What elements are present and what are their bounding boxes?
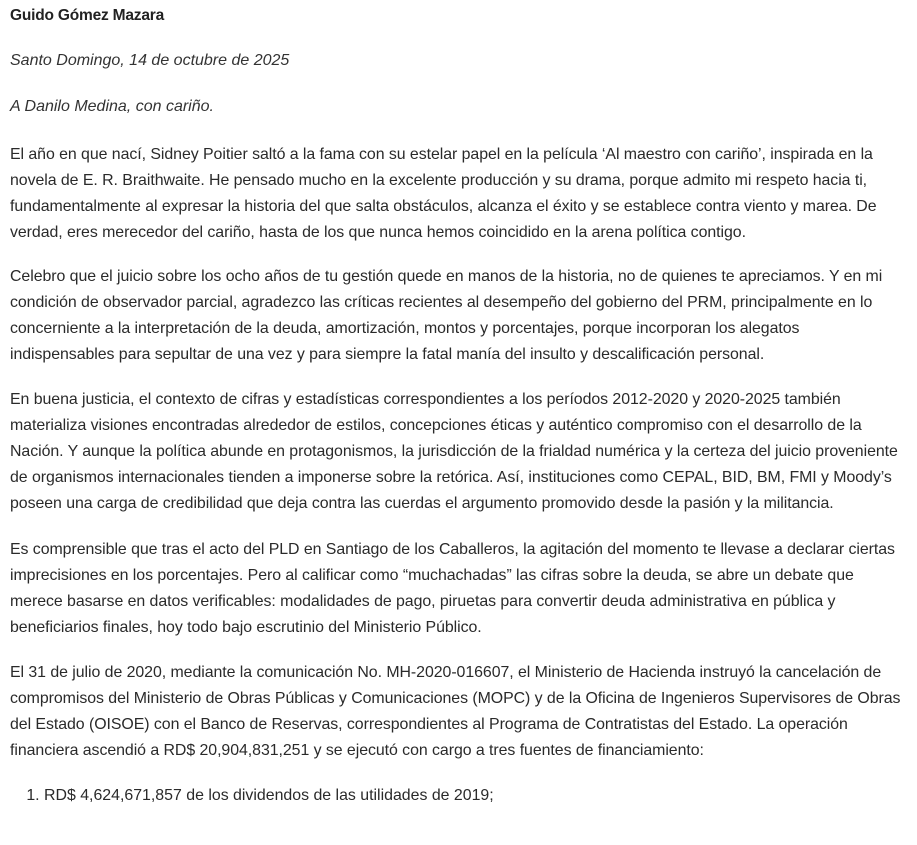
paragraph-5: El 31 de julio de 2020, mediante la comunicación No. MH-2020-016607, el Ministerio de Hacienda instruyó la cancelación de compromisos del Ministerio de Obras Públicas y Comunicaciones (MOPC) y de la Oficina de Ingenieros Supervisores de Obras del Estado (OISOE) con el Banco de Reservas, correspondientes al Programa de Contratistas del Estado. La operación financiera ascendió a RD$ 20,904,831,251 y se ejecutó con cargo a tres fuentes de financiamiento: — [10, 664, 901, 759]
dedication: A Danilo Medina, con cariño. — [10, 98, 214, 115]
author-name: Guido Gómez Mazara — [10, 7, 165, 24]
paragraph-2: Celebro que el juicio sobre los ocho años de tu gestión quede en manos de la historia, no de quienes te apreciamos. Y en mi condición de observador parcial, agradezco las críticas recientes al desempeño del gobierno del PRM, principalmente en lo concerniente a la interpretación de la deuda, amortización, montos y porcentajes, porque incorporan los alegatos indispensables para sepultar de una vez y para siempre la fatal manía del insulto y descalificación personal. — [10, 268, 883, 363]
paragraph-1: El año en que nací, Sidney Poitier saltó a la fama con su estelar papel en la película ‘Al maestro con cariño’, inspirada en la novela de E. R. Braithwaite. He pensado mucho en la excelente producción y su drama, porque admito mi respeto hacia ti, fundamentalmente al expresar la historia del que salta obstáculos, alcanza el éxito y se establece contra viento y marea. De verdad, eres merecedor del cariño, hasta de los que nunca hemos coincidido en la arena política contigo. — [10, 146, 877, 241]
dateline: Santo Domingo, 14 de octubre de 2025 — [10, 52, 290, 69]
paragraph-4: Es comprensible que tras el acto del PLD en Santiago de los Caballeros, la agitación del momento te llevase a declarar ciertas imprecisiones en los porcentajes. Pero al calificar como “muchachadas” las cifras sobre la deuda, se abre un debate que merece basarse en datos verificables: modalidades de pago, piruetas para convertir deuda administrativa en pública y beneficiarios finales, hoy todo bajo escrutinio del Ministerio Público. — [10, 541, 895, 636]
list-item: 1. RD$ 4,624,671,857 de los dividendos de las utilidades de 2019; — [44, 783, 907, 809]
financing-sources-list — [10, 783, 907, 809]
paragraph-3: En buena justicia, el contexto de cifras y estadísticas correspondientes a los períodos 2012-2020 y 2020-2025 también materializa visiones encontradas alrededor de estilos, concepciones éticas y auténtico compromiso con el desarrollo de la Nación. Y aunque la política abunde en protagonismos, la jurisdicción de la frialdad numérica y la certeza del juicio proveniente de organismos internacionales tienden a imponerse sobre la retórica. Así, instituciones como CEPAL, BID, BM, FMI y Moody’s poseen una carga de credibilidad que deja contra las cuerdas el argumento promovido desde la pasión y la militancia. — [10, 391, 898, 512]
